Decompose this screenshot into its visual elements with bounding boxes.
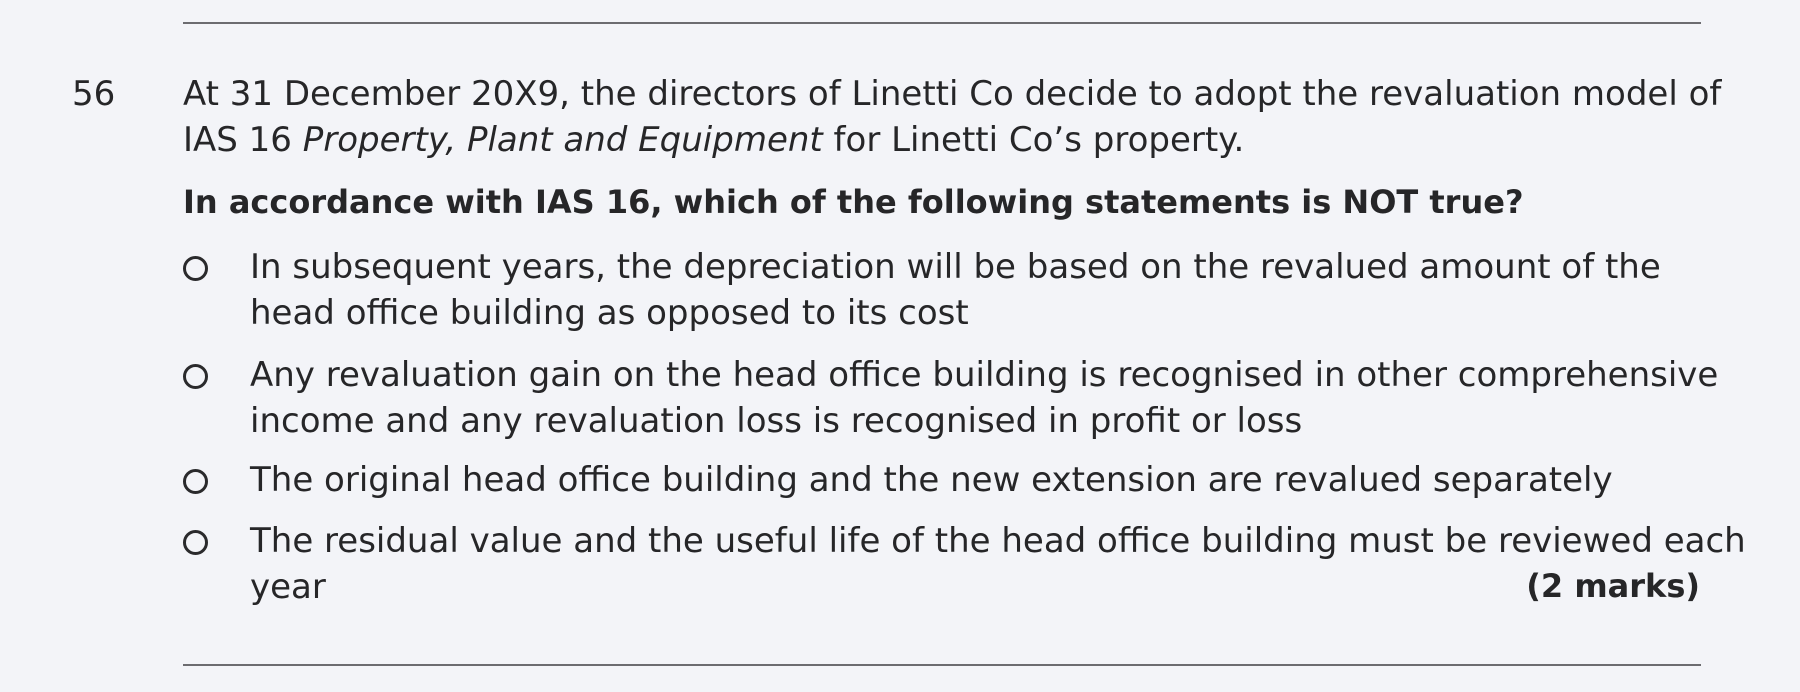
- radio-circle-icon[interactable]: [183, 530, 208, 555]
- answer-option-2[interactable]: [183, 352, 1719, 444]
- option-line-1: The original head office building and the new extension are revalued separately: [250, 460, 1613, 500]
- bottom-divider: [183, 664, 1701, 666]
- question-stem: [183, 71, 1743, 163]
- radio-circle-icon[interactable]: [183, 469, 208, 494]
- option-line-2: year: [250, 567, 326, 607]
- option-line-2: income and any revaluation loss is recognised in profit or loss: [250, 401, 1303, 441]
- option-text: [250, 457, 1613, 503]
- answer-option-3[interactable]: [183, 457, 1713, 503]
- stem-line-2-suffix: for Linetti Co’s property.: [822, 120, 1245, 160]
- answer-option-1[interactable]: [183, 244, 1713, 336]
- option-text: [250, 244, 1661, 336]
- top-divider: [183, 22, 1701, 24]
- stem-line-2-prefix: IAS 16: [183, 120, 303, 160]
- option-line-1: The residual value and the useful life of the head office building must be reviewed each: [250, 521, 1746, 561]
- stem-line-1: At 31 December 20X9, the directors of Linetti Co decide to adopt the revaluation model of: [183, 74, 1722, 114]
- stem-line-2: [183, 117, 1743, 163]
- option-line-2: head office building as opposed to its cost: [250, 293, 969, 333]
- question-number: 56: [72, 74, 116, 114]
- standard-title: Property, Plant and Equipment: [302, 120, 823, 160]
- radio-circle-icon[interactable]: [183, 364, 208, 389]
- question-prompt: In accordance with IAS 16, which of the following statements is NOT true?: [183, 183, 1524, 221]
- marks-label: (2 marks): [1526, 567, 1700, 605]
- answer-option-4[interactable]: [183, 518, 1746, 610]
- option-text: [250, 352, 1718, 444]
- radio-circle-icon[interactable]: [183, 256, 208, 281]
- option-line-1: In subsequent years, the depreciation will be based on the revalued amount of the: [250, 247, 1661, 287]
- option-text: [250, 518, 1746, 610]
- option-line-1: Any revaluation gain on the head office building is recognised in other comprehensive: [250, 355, 1719, 395]
